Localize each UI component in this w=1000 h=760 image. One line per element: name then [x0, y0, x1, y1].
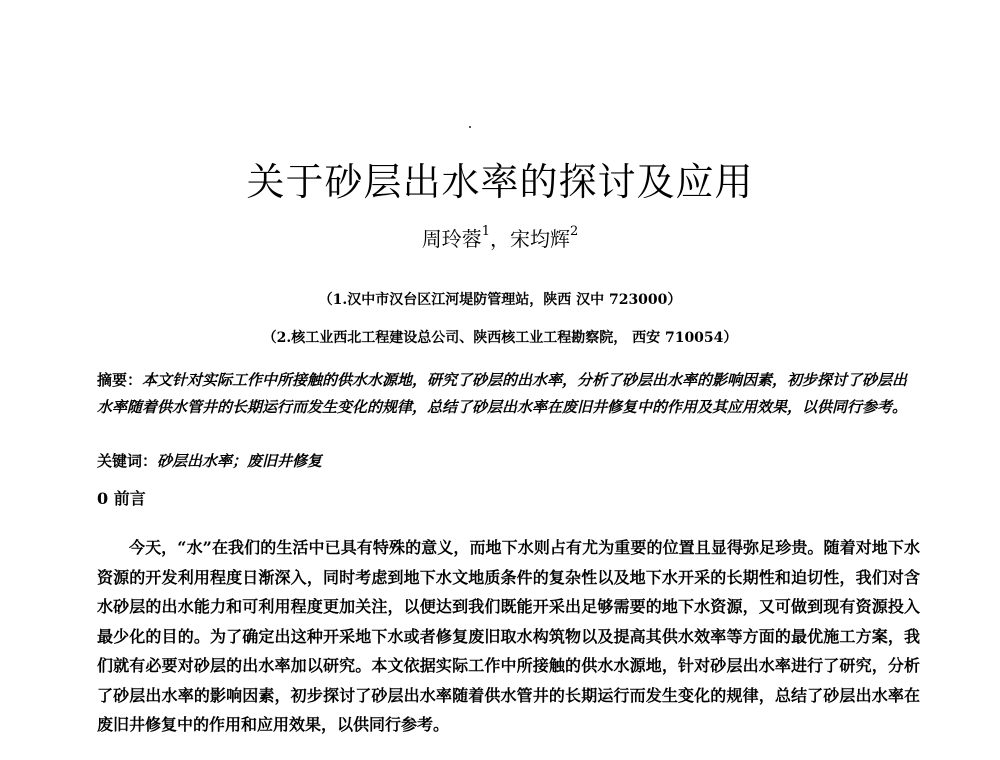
affiliation-2: （2.核工业西北工程建设总公司、陕西核工业工程勘察院， 西安 710054）	[262, 330, 738, 346]
abstract-label: 摘要：	[97, 371, 143, 389]
section-heading: 0 前言	[97, 489, 146, 508]
abstract	[97, 367, 920, 421]
keywords	[97, 448, 920, 475]
author-1: 周玲蓉	[421, 227, 482, 251]
author-2-affil-mark: 2	[570, 224, 579, 239]
author-separator: ，	[490, 227, 510, 251]
author-2: 宋均辉	[510, 227, 570, 251]
keywords-text: 砂层出水率；废旧井修复	[157, 452, 323, 470]
author-1-affil-mark: 1	[481, 224, 490, 239]
abstract-text: 本文针对实际工作中所接触的供水水源地，研究了砂层的出水率，分析了砂层出水率的影响因素，初步探讨了砂层出水率随着供水管井的长期运行而发生变化的规律，总结了砂层出水率在废旧井修复中的作用及其应用效果，以供同行参考。	[97, 371, 908, 416]
author-line	[0, 226, 1000, 252]
affiliation-1: （1.汉中市汉台区江河堤防管理站，陕西 汉中 723000）	[318, 292, 682, 308]
paper-title: 关于砂层出水率的探讨及应用	[246, 160, 754, 204]
scan-speck	[469, 126, 471, 128]
body-paragraph: 今天，“水”在我们的生活中已具有特殊的意义，而地下水则占有尤为重要的位置且显得弥足珍贵。随着对地下水资源的开发利用程度日渐深入，同时考虑到地下水文地质条件的复杂性以及地下水开采的长期性和迫切性，我们对含水砂层的出水能力和可利用程度更加关注，以便达到我们既能开采出足够需要的地下水资源，又可做到现有资源投入最少化的目的。为了确定出这种开采地下水或者修复废旧取水构筑物以及提高其供水效率等方面的最优施工方案，我们就有必要对砂层的出水率加以研究。本文依据实际工作中所接触的供水水源地，针对砂层出水率进行了研究，分析了砂层出水率的影响因素，初步探讨了砂层出水率随着供水管井的长期运行而发生变化的规律，总结了砂层出水率在废旧井修复中的作用和应用效果，以供同行参考。	[97, 538, 920, 734]
keywords-label: 关键词：	[97, 452, 158, 470]
